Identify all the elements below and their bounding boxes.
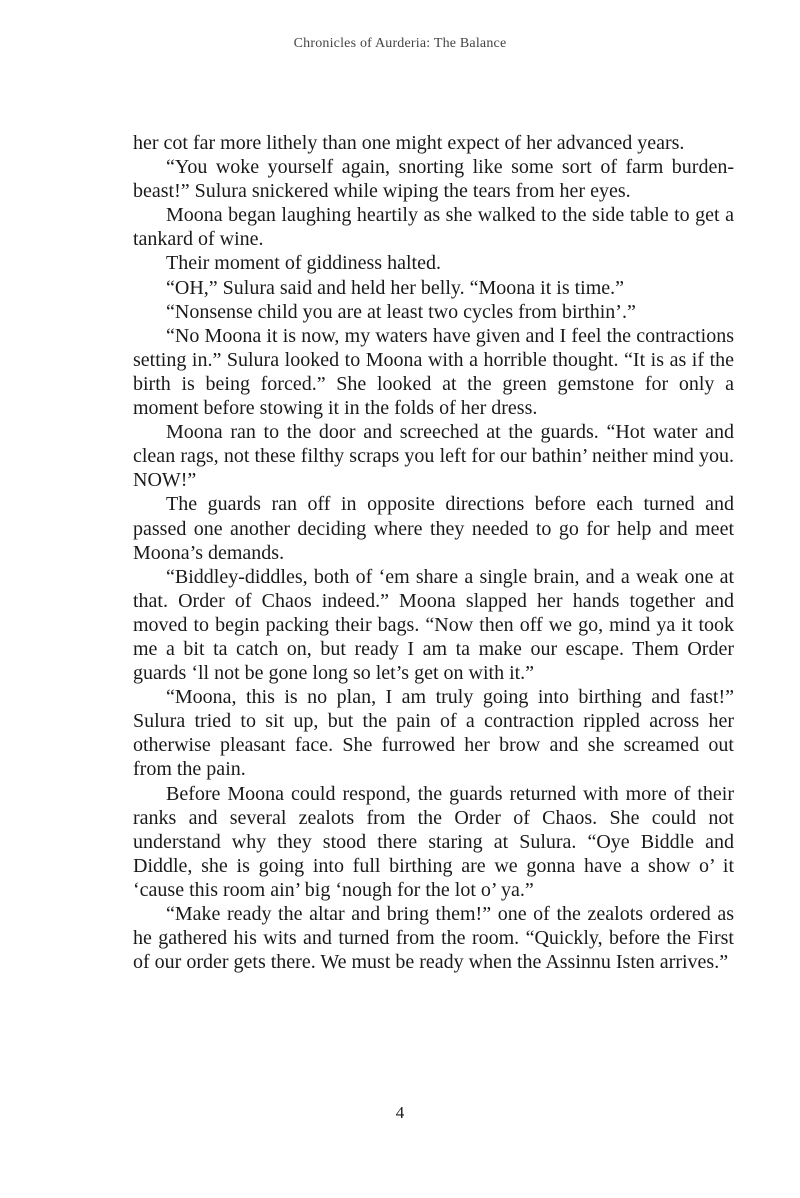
paragraph: Moona ran to the door and screeched at the guards. “Hot water and clean rags, not these filthy scraps you left for our bathin’ neither mind you. NOW!” xyxy=(133,421,734,492)
paragraph: “No Moona it is now, my waters have given and I feel the contractions setting in.” Sulura looked to Moona with a horrible thought. “It is as if the birth is being forced.” She looked at the green gemstone for only a moment before stowing it in the folds of her dress. xyxy=(133,324,734,420)
running-header: Chronicles of Aurderia: The Balance xyxy=(293,36,507,51)
paragraph: Before Moona could respond, the guards returned with more of their ranks and several zealots from the Order of Chaos. She could not understand why they stood there staring at Sulura. “Oye Biddle and Diddle, she is going into full birthing are we gonna have a show o’ it ‘cause this room ain’ big ‘nough for the lot o’ ya.” xyxy=(133,782,734,901)
paragraph: “Nonsense child you are at least two cycles from birthin’.” xyxy=(166,300,636,323)
paragraph: The guards ran off in opposite directions before each turned and passed one another deciding where they needed to go for help and meet Moona’s demands. xyxy=(133,493,734,564)
paragraph: “Biddley-diddles, both of ‘em share a single brain, and a weak one at that. Order of Chaos indeed.” Moona slapped her hands together and moved to begin packing their bags. “Now then off we go, mind ya it took me a bit ta catch on, but ready I am ta make our escape. Them Order guards ‘ll not be gone long so let’s get on with it.” xyxy=(133,565,734,685)
paragraph: Their moment of giddiness halted. xyxy=(166,252,441,275)
paragraph: “Moona, this is no plan, I am truly going into birthing and fast!” Sulura tried to sit up, but the pain of a contraction rippled across her otherwise pleasant face. She furrowed her brow and she screamed out from the pain. xyxy=(133,686,734,781)
paragraph: Moona began laughing heartily as she walked to the side table to get a tankard of wine. xyxy=(133,204,734,251)
page-number: 4 xyxy=(395,1103,405,1122)
body-text xyxy=(133,131,734,974)
paragraph: “You woke yourself again, snorting like some sort of farm burden-beast!” Sulura snickered while wiping the tears from her eyes. xyxy=(133,156,734,203)
paragraph: “Make ready the altar and bring them!” one of the zealots ordered as he gathered his wits and turned from the room. “Quickly, before the First of our order gets there. We must be ready when the Assinnu Isten arrives.” xyxy=(133,903,734,974)
paragraph: her cot far more lithely than one might expect of her advanced years. xyxy=(133,132,685,154)
paragraph: “OH,” Sulura said and held her belly. “Moona it is time.” xyxy=(166,276,625,299)
